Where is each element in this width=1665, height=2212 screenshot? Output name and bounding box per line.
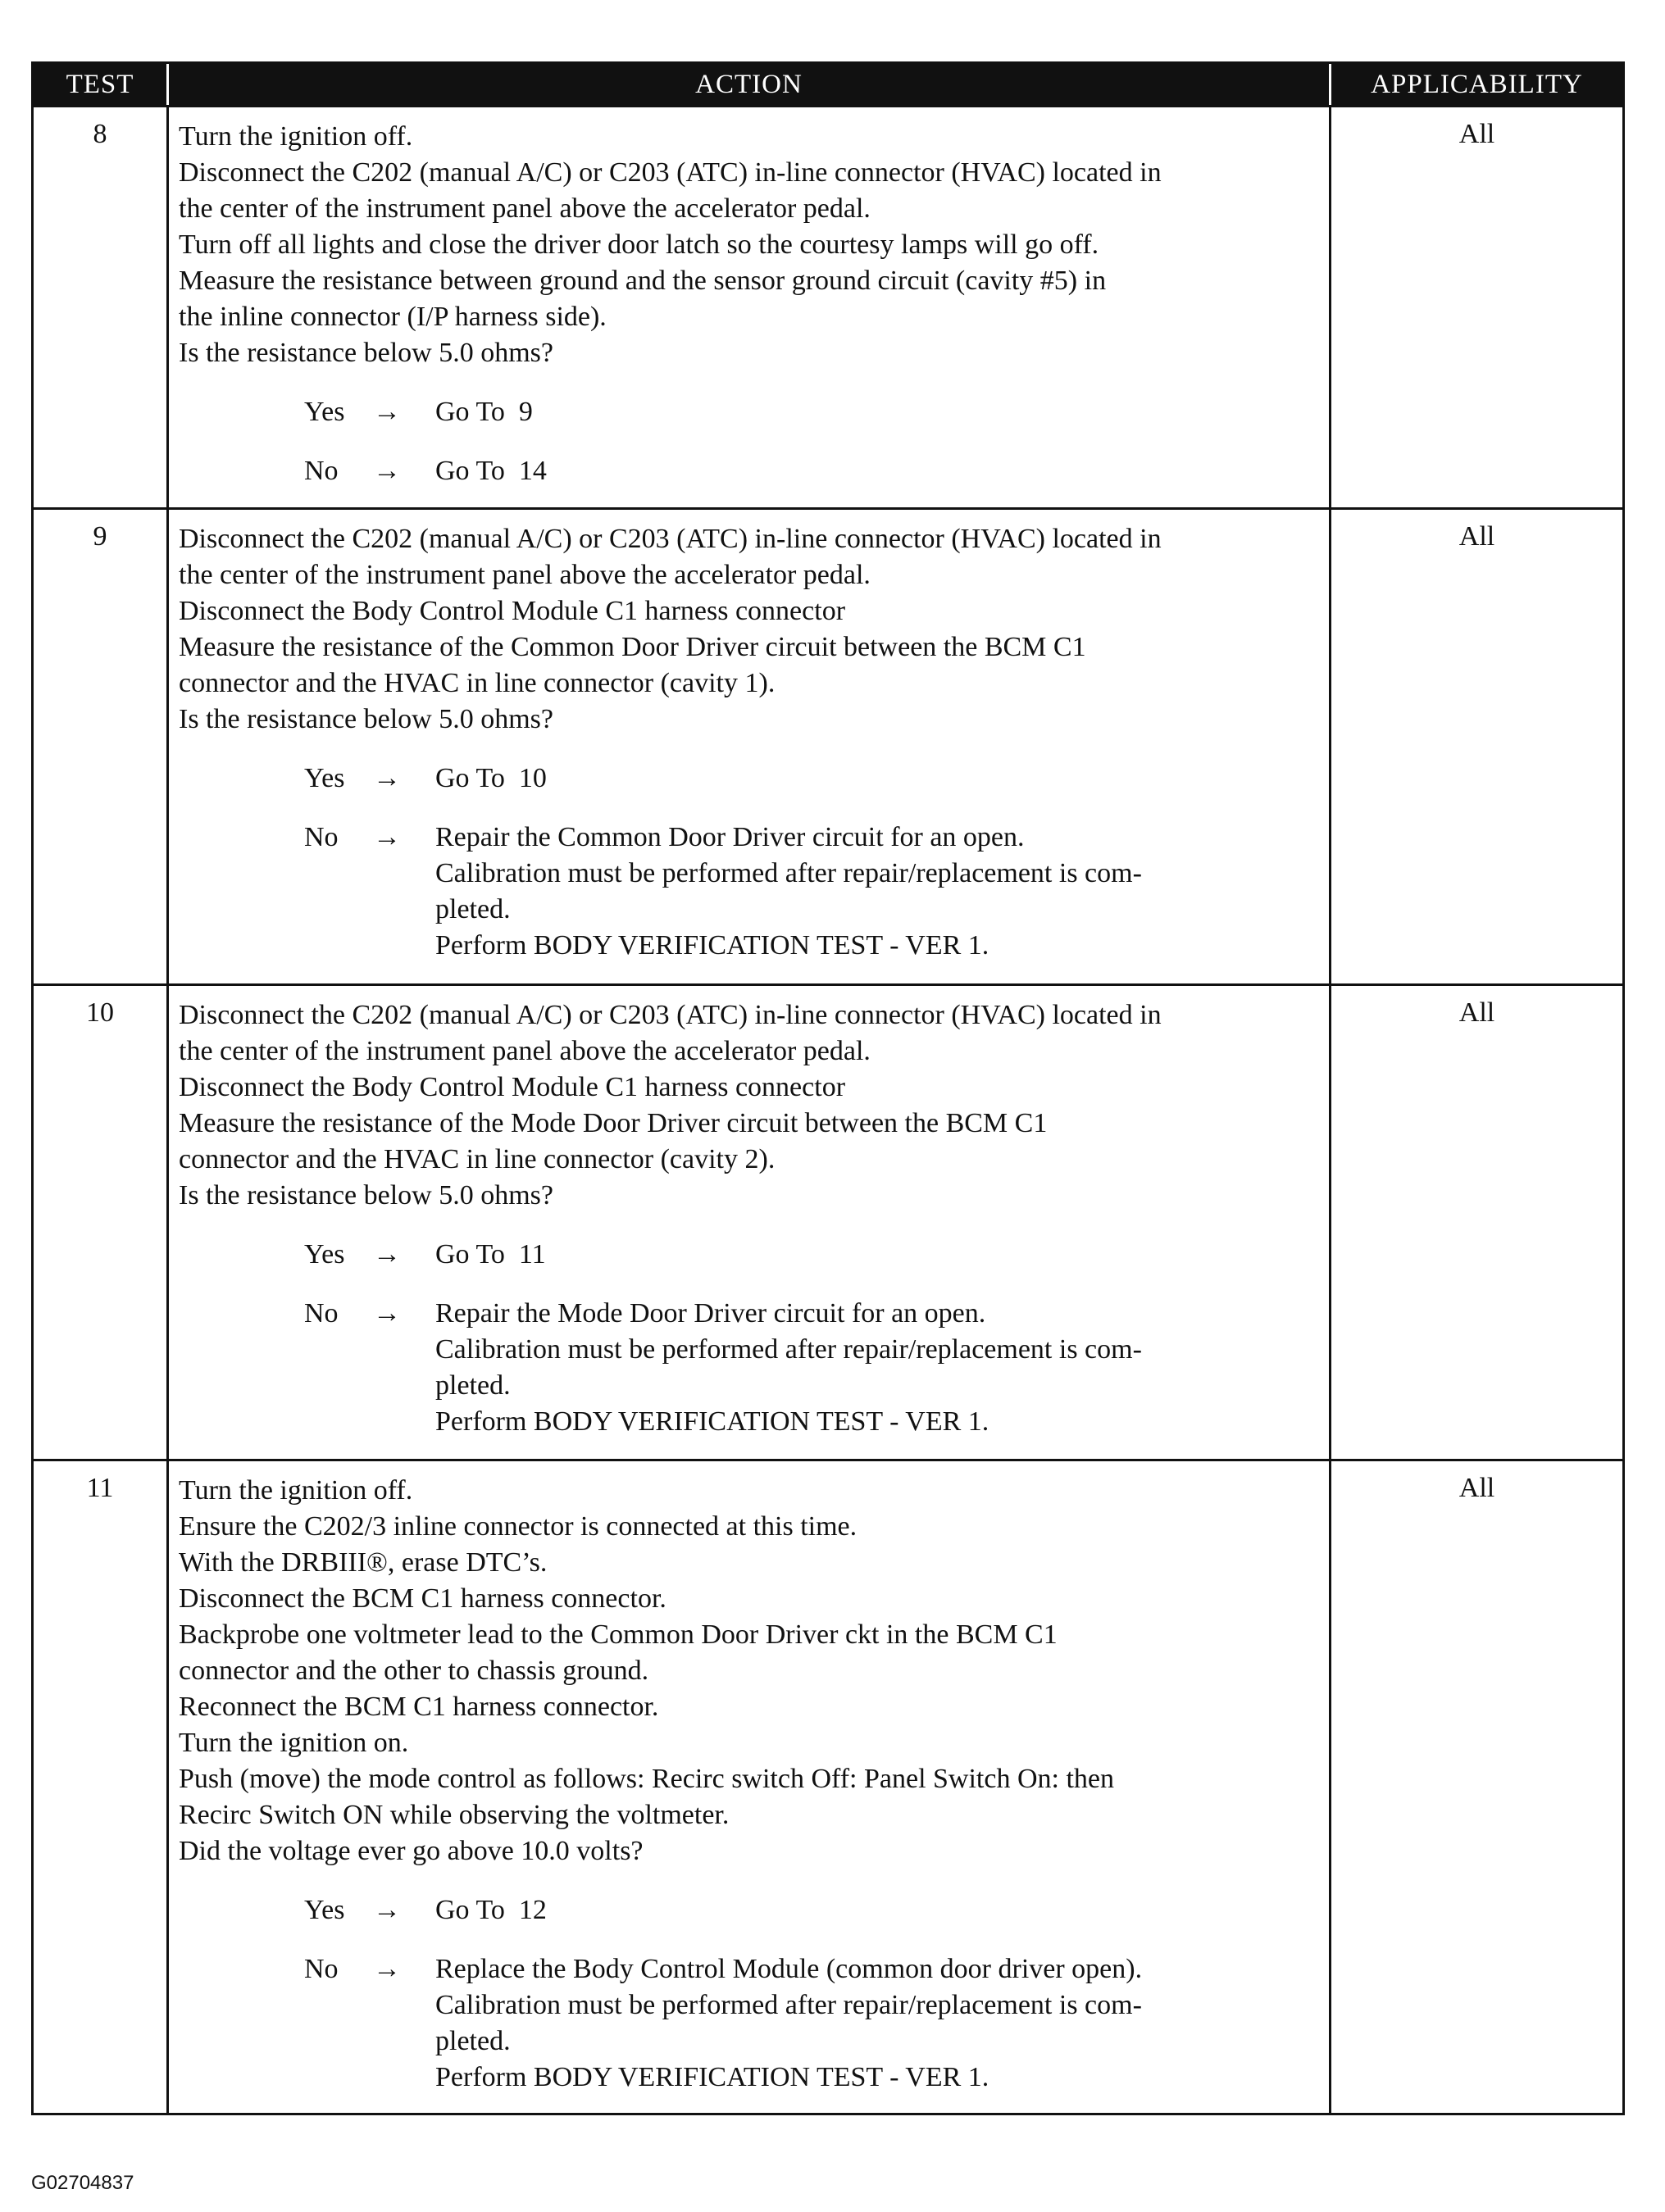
action-line: Backprobe one voltmeter lead to the Common Door Driver ckt in the BCM C1 <box>179 1619 1058 1650</box>
action-line: Is the resistance below 5.0 ohms? <box>179 1180 553 1210</box>
diagnostic-table <box>31 61 1625 2115</box>
action-line: the center of the instrument panel above the accelerator pedal. <box>179 1036 871 1066</box>
arrow-icon: → <box>373 1239 401 1270</box>
answer-row <box>179 1296 1321 1440</box>
arrow-icon: → <box>373 763 401 793</box>
answer-result <box>435 394 1321 430</box>
action-line: Disconnect the BCM C1 harness connector. <box>179 1583 666 1614</box>
arrow-icon: → <box>373 456 401 486</box>
applicability-cell: All <box>1458 1473 1495 1503</box>
action-line: Disconnect the Body Control Module C1 harness connector <box>179 596 846 626</box>
answer-result <box>435 761 1321 797</box>
arrow-icon: → <box>373 822 401 852</box>
answer-row <box>179 453 1321 489</box>
answer-row <box>179 1237 1321 1273</box>
action-line: Is the resistance below 5.0 ohms? <box>179 704 553 734</box>
header-applicability: APPLICABILITY <box>1371 69 1583 99</box>
table-row <box>34 105 1622 507</box>
header-test: TEST <box>34 64 169 105</box>
answer-row <box>179 820 1321 964</box>
answer-row <box>179 394 1321 430</box>
answer-block <box>179 761 1321 964</box>
action-line: Did the voltage ever go above 10.0 volts? <box>179 1836 644 1866</box>
table-row <box>34 1459 1622 2113</box>
answer-key: Yes <box>304 397 345 427</box>
answer-block <box>179 1892 1321 2096</box>
table-body <box>34 105 1622 2113</box>
answer-row <box>179 1892 1321 1928</box>
answer-result <box>435 453 1321 489</box>
answer-block <box>179 394 1321 489</box>
action-line: the center of the instrument panel above the accelerator pedal. <box>179 560 871 590</box>
answer-row <box>179 1951 1321 2096</box>
action-line: Turn the ignition off. <box>179 1475 413 1506</box>
applicability-cell: All <box>1458 997 1495 1028</box>
action-cell <box>169 1461 1331 2113</box>
table-row <box>34 507 1622 983</box>
action-cell <box>169 510 1331 983</box>
arrow-icon: → <box>373 1954 401 1984</box>
action-line: Disconnect the Body Control Module C1 harness connector <box>179 1072 846 1102</box>
test-number: 9 <box>34 510 169 983</box>
result-line: pleted. <box>435 894 511 924</box>
answer-key: No <box>304 822 339 852</box>
action-line: Disconnect the C202 (manual A/C) or C203 (ATC) in-line connector (HVAC) located in <box>179 524 1162 554</box>
result-line: Go To 12 <box>435 1895 547 1925</box>
result-line: Go To 10 <box>435 763 547 793</box>
action-line: Turn the ignition on. <box>179 1728 409 1758</box>
arrow-icon: → <box>373 397 401 427</box>
action-line: Measure the resistance of the Mode Door Driver circuit between the BCM C1 <box>179 1108 1048 1138</box>
figure-id: G02704837 <box>31 2172 134 2194</box>
table-header <box>34 64 1622 105</box>
applicability-cell: All <box>1458 119 1495 149</box>
answer-result <box>435 1892 1321 1928</box>
action-line: connector and the HVAC in line connector (cavity 2). <box>179 1144 776 1174</box>
result-line: Repair the Mode Door Driver circuit for an open. <box>435 1298 986 1329</box>
action-line: Reconnect the BCM C1 harness connector. <box>179 1692 659 1722</box>
result-line: Calibration must be performed after repair/replacement is com- <box>435 858 1142 888</box>
result-line: Calibration must be performed after repair/replacement is com- <box>435 1990 1142 2020</box>
result-line: Perform BODY VERIFICATION TEST - VER 1. <box>435 2062 989 2092</box>
action-line: Turn off all lights and close the driver door latch so the courtesy lamps will go off. <box>179 229 1099 260</box>
action-line: Disconnect the C202 (manual A/C) or C203 (ATC) in-line connector (HVAC) located in <box>179 157 1162 188</box>
result-line: Perform BODY VERIFICATION TEST - VER 1. <box>435 1406 989 1437</box>
result-line: Perform BODY VERIFICATION TEST - VER 1. <box>435 930 989 961</box>
action-line: Recirc Switch ON while observing the voltmeter. <box>179 1800 730 1830</box>
action-line: Measure the resistance between ground and the sensor ground circuit (cavity #5) in <box>179 266 1107 296</box>
applicability-cell: All <box>1458 521 1495 552</box>
action-line: connector and the HVAC in line connector (cavity 1). <box>179 668 776 698</box>
result-line: Calibration must be performed after repair/replacement is com- <box>435 1334 1142 1365</box>
result-line: pleted. <box>435 1370 511 1401</box>
answer-block <box>179 1237 1321 1440</box>
arrow-icon: → <box>373 1298 401 1329</box>
action-line: the center of the instrument panel above the accelerator pedal. <box>179 193 871 224</box>
table-row <box>34 983 1622 1459</box>
test-number: 11 <box>34 1461 169 2113</box>
answer-row <box>179 761 1321 797</box>
result-line: Go To 11 <box>435 1239 546 1270</box>
answer-key: No <box>304 1954 339 1984</box>
action-line: the inline connector (I/P harness side). <box>179 302 607 332</box>
answer-key: No <box>304 1298 339 1329</box>
answer-key: Yes <box>304 763 345 793</box>
action-line: With the DRBIII®, erase DTC’s. <box>179 1547 548 1578</box>
test-number: 8 <box>34 107 169 507</box>
action-line: Ensure the C202/3 inline connector is connected at this time. <box>179 1511 858 1542</box>
arrow-icon: → <box>373 1895 401 1925</box>
action-line: connector and the other to chassis ground. <box>179 1656 649 1686</box>
action-line: Push (move) the mode control as follows: Recirc switch Off: Panel Switch On: then <box>179 1764 1115 1794</box>
answer-result <box>435 1237 1321 1273</box>
action-cell <box>169 986 1331 1459</box>
action-line: Measure the resistance of the Common Door Driver circuit between the BCM C1 <box>179 632 1086 662</box>
result-line: Repair the Common Door Driver circuit for an open. <box>435 822 1025 852</box>
result-line: pleted. <box>435 2026 511 2056</box>
action-line: Turn the ignition off. <box>179 121 413 152</box>
answer-key: Yes <box>304 1239 345 1270</box>
action-cell <box>169 107 1331 507</box>
action-line: Disconnect the C202 (manual A/C) or C203 (ATC) in-line connector (HVAC) located in <box>179 1000 1162 1030</box>
answer-key: No <box>304 456 339 486</box>
answer-result <box>435 1951 1321 2096</box>
result-line: Replace the Body Control Module (common door driver open). <box>435 1954 1143 1984</box>
answer-key: Yes <box>304 1895 345 1925</box>
answer-result <box>435 1296 1321 1440</box>
header-action: ACTION <box>169 64 1331 105</box>
result-line: Go To 14 <box>435 456 547 486</box>
answer-result <box>435 820 1321 964</box>
test-number: 10 <box>34 986 169 1459</box>
action-line: Is the resistance below 5.0 ohms? <box>179 338 553 368</box>
result-line: Go To 9 <box>435 397 533 427</box>
